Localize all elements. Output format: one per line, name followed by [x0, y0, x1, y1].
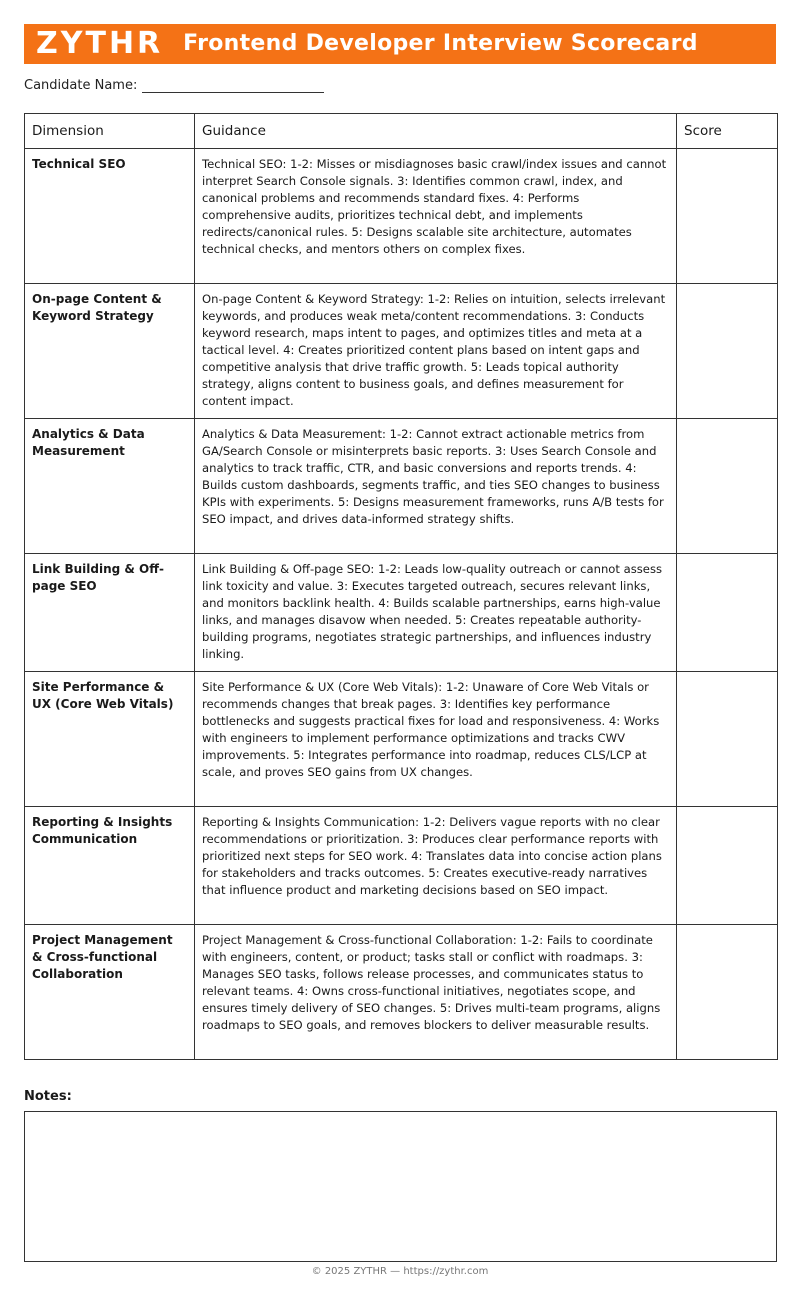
header-banner — [24, 24, 776, 64]
dimension-cell: Project Management & Cross-functional Collaboration — [25, 925, 195, 1060]
dimension-cell: Technical SEO — [25, 149, 195, 284]
guidance-cell: Analytics & Data Measurement: 1-2: Cannot extract actionable metrics from GA/Search Console or misinterprets basic reports. 3: Uses Search Console and analytics to track traffic, CTR, and basic conversions and reports trends. 4: Builds custom dashboards, segments traffic, and ties SEO changes to business KPIs with experiments. 5: Designs measurement frameworks, runs A/B tests for SEO impact, and drives data-informed strategy shifts. — [195, 419, 677, 554]
column-header-guidance: Guidance — [195, 114, 677, 149]
table-row — [25, 419, 778, 554]
guidance-cell: Link Building & Off-page SEO: 1-2: Leads low-quality outreach or cannot assess link toxicity and value. 3: Executes targeted outreach, secures relevant links, and monitors backlink health. 4: Builds scalable partnerships, earns high-value links, and manages disavow when needed. 5: Creates repeatable authority-building programs, negotiates strategic partnerships, and influences industry linking. — [195, 554, 677, 672]
score-cell[interactable] — [677, 284, 778, 419]
column-header-score: Score — [677, 114, 778, 149]
guidance-cell: Technical SEO: 1-2: Misses or misdiagnoses basic crawl/index issues and cannot interpret Search Console signals. 3: Identifies common crawl, index, and canonical problems and recommends standard fixes. 4: Performs comprehensive audits, prioritizes technical debt, and implements redirects/canonical rules. 5: Designs scalable site architecture, automates technical checks, and mentors others on complex fixes. — [195, 149, 677, 284]
dimension-cell: On-page Content & Keyword Strategy — [25, 284, 195, 419]
guidance-cell: Project Management & Cross-functional Collaboration: 1-2: Fails to coordinate with engineers, content, or product; tasks stall or conflict with roadmaps. 3: Manages SEO tasks, follows release processes, and communicates status to relevant teams. 4: Owns cross-functional initiatives, negotiates scope, and ensures timely delivery of SEO changes. 5: Drives multi-team programs, aligns roadmaps to SEO goals, and removes blockers to deliver measurable results. — [195, 925, 677, 1060]
table-row — [25, 807, 778, 925]
scorecard-table — [24, 113, 778, 1060]
notes-box[interactable] — [24, 1111, 777, 1262]
dimension-cell: Analytics & Data Measurement — [25, 419, 195, 554]
score-cell[interactable] — [677, 149, 778, 284]
score-cell[interactable] — [677, 925, 778, 1060]
footer-copyright: © 2025 ZYTHR — https://zythr.com — [311, 1266, 489, 1277]
zythr-logo: ZYTHR — [36, 26, 164, 61]
score-cell[interactable] — [677, 419, 778, 554]
guidance-cell: Reporting & Insights Communication: 1-2: Delivers vague reports with no clear recommendations or prioritization. 3: Produces clear performance reports with prioritized next steps for SEO work. 4: Translates data into concise action plans for stakeholders and tracks outcomes. 5: Creates executive-ready narratives that influence product and marketing decisions based on SEO impact. — [195, 807, 677, 925]
dimension-cell: Reporting & Insights Communication — [25, 807, 195, 925]
dimension-cell: Link Building & Off-page SEO — [25, 554, 195, 672]
table-row — [25, 925, 778, 1060]
table-row — [25, 554, 778, 672]
table-row — [25, 284, 778, 419]
score-cell[interactable] — [677, 672, 778, 807]
page-title: Frontend Developer Interview Scorecard — [183, 31, 698, 56]
notes-label: Notes: — [24, 1089, 72, 1104]
table-header-row — [25, 114, 778, 149]
table-row — [25, 672, 778, 807]
guidance-cell: Site Performance & UX (Core Web Vitals): 1-2: Unaware of Core Web Vitals or recommends changes that break pages. 3: Identifies key performance bottlenecks and suggests practical fixes for load and responsiveness. 4: Works with engineers to implement performance optimizations and tracks CWV improvements. 5: Integrates performance into roadmap, reduces CLS/LCP at scale, and proves SEO gains from UX changes. — [195, 672, 677, 807]
score-cell[interactable] — [677, 554, 778, 672]
column-header-dimension: Dimension — [25, 114, 195, 149]
candidate-name-field[interactable] — [142, 77, 324, 93]
dimension-cell: Site Performance & UX (Core Web Vitals) — [25, 672, 195, 807]
candidate-name-row — [24, 77, 324, 93]
guidance-cell: On-page Content & Keyword Strategy: 1-2: Relies on intuition, selects irrelevant keywords, and produces weak meta/content recommendations. 3: Conducts keyword research, maps intent to pages, and optimizes titles and meta at a tactical level. 4: Creates prioritized content plans based on intent gaps and competitive analysis that drive traffic growth. 5: Leads topical authority strategy, aligns content to business goals, and defines measurement for content impact. — [195, 284, 677, 419]
score-cell[interactable] — [677, 807, 778, 925]
candidate-name-label: Candidate Name: — [24, 78, 138, 93]
table-row — [25, 149, 778, 284]
